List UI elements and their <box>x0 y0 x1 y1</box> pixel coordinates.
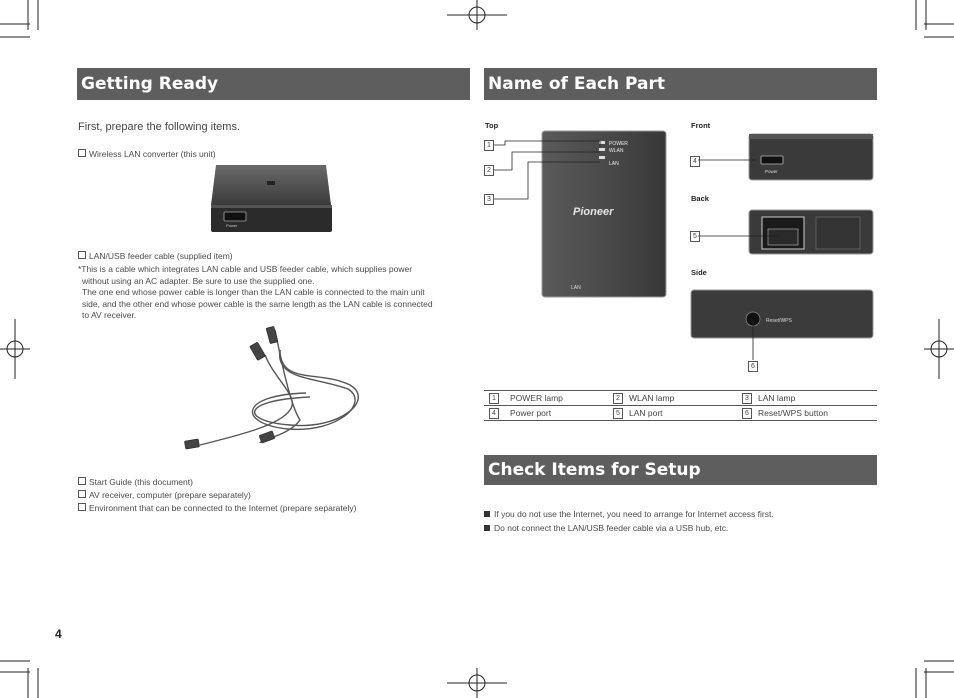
view-label-front: Front <box>691 121 711 130</box>
view-label-side: Side <box>691 268 707 277</box>
setup-item <box>484 507 774 521</box>
checklist-item <box>78 502 356 515</box>
item-label: Wireless LAN converter (this unit) <box>89 149 216 159</box>
front-port-label: Power <box>765 169 778 174</box>
table-cell-name: LAN lamp <box>758 391 877 406</box>
setup-item-text: If you do not use the Internet, you need to arrange for Internet access first. <box>494 509 774 519</box>
setup-item <box>484 521 774 535</box>
checkbox-icon <box>78 477 86 485</box>
view-label-back: Back <box>691 194 709 203</box>
view-label-top: Top <box>485 121 499 130</box>
brand-logo: Pioneer <box>573 206 614 218</box>
callout-1: 1 <box>484 140 494 151</box>
checkbox-icon <box>78 503 86 511</box>
cable-note <box>78 264 468 322</box>
table-cell-num: 1 <box>484 391 510 406</box>
bullet-icon <box>484 525 490 531</box>
checklist-item <box>78 476 356 489</box>
callout-6: 6 <box>748 361 758 372</box>
lan-text: LAN <box>571 285 581 291</box>
table-row <box>484 391 877 406</box>
note-line: *This is a cable which integrates LAN cable and USB feeder cable, which supplies power <box>78 264 413 274</box>
item-label: Start Guide (this document) <box>89 477 193 487</box>
table-row <box>484 406 877 421</box>
intro-text: First, prepare the following items. <box>78 121 241 133</box>
checklist-item <box>78 489 356 502</box>
callout-line-5 <box>698 231 788 241</box>
table-cell-num: 6 <box>742 406 758 421</box>
item-label: Environment that can be connected to the Internet (prepare separately) <box>89 503 357 513</box>
device-port-label: Power <box>226 223 238 228</box>
lamp-label-wlan: WLAN <box>609 148 624 154</box>
checkbox-icon <box>78 490 86 498</box>
note-line: to AV receiver. <box>82 310 137 320</box>
checklist-item-cable <box>78 251 233 263</box>
checkbox-icon <box>78 149 86 157</box>
item-label: LAN/USB feeder cable (supplied item) <box>89 251 233 261</box>
table-cell-num: 3 <box>742 391 758 406</box>
note-line: The one end whose power cable is longer than the LAN cable is connected to the main unit <box>82 287 425 297</box>
checkbox-icon <box>78 251 86 259</box>
bullet-icon <box>484 511 490 517</box>
table-cell-num: 4 <box>484 406 510 421</box>
converter-illustration <box>210 161 332 233</box>
check-items-header: Check Items for Setup <box>484 455 877 485</box>
table-cell-num: 2 <box>613 391 629 406</box>
checklist-more <box>78 476 356 515</box>
callout-line-4 <box>698 155 768 165</box>
checklist-item-converter <box>78 149 216 161</box>
reset-wps-label: Reset/WPS <box>766 318 792 324</box>
cable-illustration <box>180 325 380 460</box>
item-label: AV receiver, computer (prepare separately) <box>89 490 251 500</box>
name-of-each-part-header: Name of Each Part <box>484 68 877 100</box>
setup-item-text: Do not connect the LAN/USB feeder cable via a USB hub, etc. <box>494 523 729 533</box>
top-callout-lines <box>490 138 610 218</box>
table-cell-name: Power port <box>510 406 613 421</box>
table-cell-num: 5 <box>613 406 629 421</box>
table-cell-name: POWER lamp <box>510 391 613 406</box>
parts-table <box>484 390 877 421</box>
callout-5: 5 <box>690 231 700 242</box>
table-cell-name: Reset/WPS button <box>758 406 877 421</box>
setup-items <box>484 507 774 535</box>
note-line: without using an AC adapter. Be sure to use the supplied one. <box>82 275 315 286</box>
lamp-label-power: POWER <box>609 141 628 147</box>
callout-line-6 <box>748 320 758 360</box>
note-line: side, and the other end whose power cable is the same length as the LAN cable is connected <box>82 298 433 309</box>
lamp-label-lan: LAN <box>609 161 619 167</box>
callout-2: 2 <box>484 165 494 176</box>
table-cell-name: WLAN lamp <box>629 391 742 406</box>
getting-ready-header: Getting Ready <box>77 68 470 100</box>
table-cell-name: LAN port <box>629 406 742 421</box>
callout-4: 4 <box>690 156 700 167</box>
callout-3: 3 <box>484 194 494 205</box>
page-number: 4 <box>55 627 62 641</box>
